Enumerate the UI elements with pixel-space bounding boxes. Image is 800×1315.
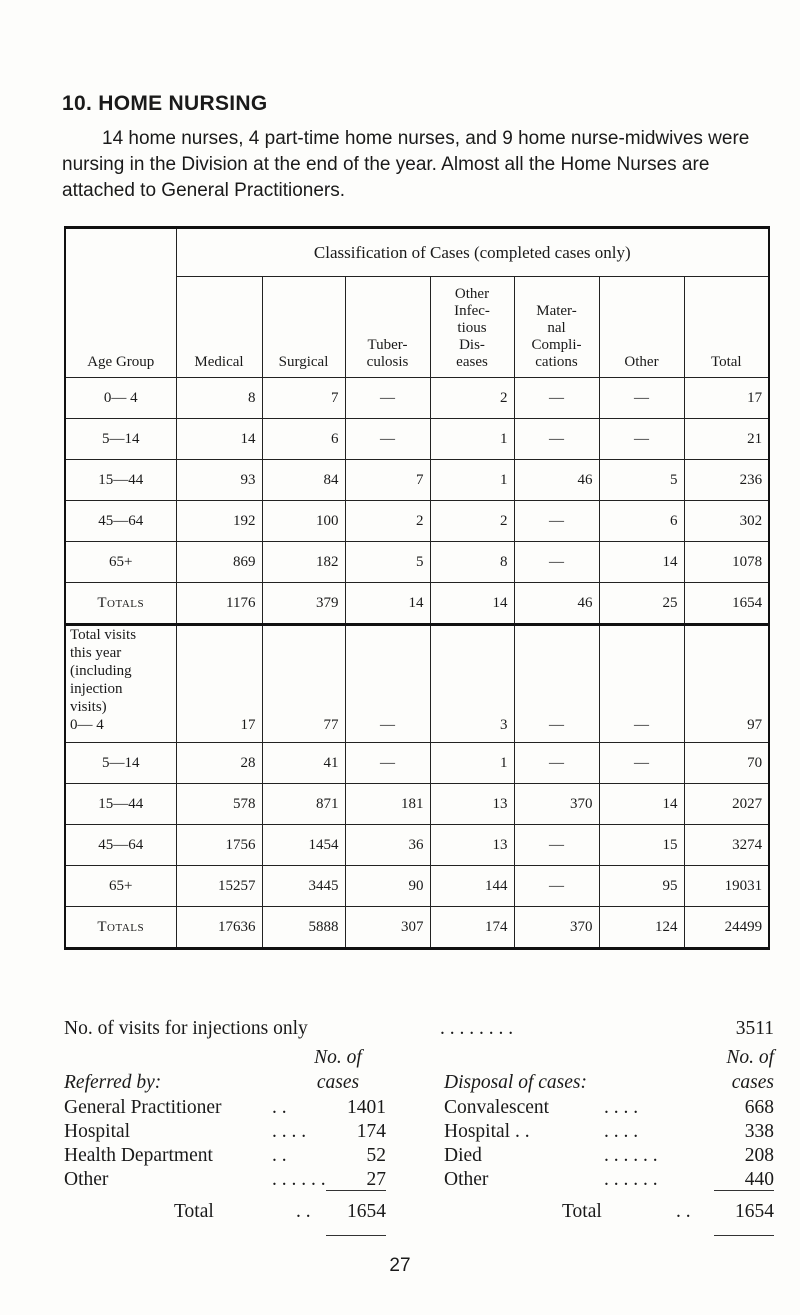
section-heading: 10. HOME NURSING	[62, 92, 268, 115]
column-header-other-infectious-diseases: Other Infec- tious Dis- eases	[430, 277, 514, 378]
table-cell: 1176	[176, 583, 262, 625]
table-cell: 97	[684, 625, 769, 743]
disposal-item-dots: . . . . . .	[604, 1145, 658, 1166]
disposal-item-dots: . . . .	[604, 1097, 639, 1118]
disposal-rule-top	[714, 1190, 774, 1191]
table-cell: 5	[345, 542, 430, 583]
table-cell: 8	[176, 378, 262, 419]
row-label: 45—64	[65, 501, 176, 542]
injections-value: 3511	[735, 1018, 774, 1039]
row-label: 5—14	[65, 419, 176, 460]
home-nursing-table	[64, 226, 770, 950]
row-label: 45—64	[65, 825, 176, 866]
table-cell: 17	[176, 625, 262, 743]
table-cell: 14	[599, 784, 684, 825]
table-cell: 370	[514, 784, 599, 825]
table-cell: 1	[430, 419, 514, 460]
row-label: Totals	[65, 907, 176, 949]
table-cell: 95	[599, 866, 684, 907]
table-cell: —	[345, 419, 430, 460]
table-cell: 379	[262, 583, 345, 625]
table-row	[65, 784, 769, 825]
table-cell: —	[345, 625, 430, 743]
disposal-item-label: Died	[444, 1145, 482, 1166]
table-row	[65, 625, 769, 743]
table-cell: 2027	[684, 784, 769, 825]
disposal-rule-bottom	[714, 1235, 774, 1236]
table-cell: 17636	[176, 907, 262, 949]
referred-item-value: 52	[366, 1145, 386, 1166]
referred-item-dots: . . . .	[272, 1121, 307, 1142]
table-cell: 3445	[262, 866, 345, 907]
referred-total-label: Total	[174, 1201, 214, 1222]
table-cell: 21	[684, 419, 769, 460]
table-row	[65, 907, 769, 949]
referred-item-value: 174	[356, 1121, 386, 1142]
referred-total-dots: . .	[296, 1201, 311, 1222]
table-cell: 182	[262, 542, 345, 583]
table-row	[65, 866, 769, 907]
table-cell: 90	[345, 866, 430, 907]
row-label: 65+	[65, 866, 176, 907]
referred-item-value: 1401	[347, 1097, 386, 1118]
table-cell: 3274	[684, 825, 769, 866]
column-header-medical: Medical	[176, 277, 262, 378]
column-header-maternal-complications: Mater- nal Compli- cations	[514, 277, 599, 378]
disposal-total-value: 1654	[735, 1201, 774, 1222]
table-cell: 2	[430, 378, 514, 419]
table-cell: —	[345, 378, 430, 419]
disposal-item-label: Convalescent	[444, 1097, 550, 1118]
table-cell: —	[599, 625, 684, 743]
referred-item-dots: . . . . . .	[272, 1169, 326, 1190]
column-header-total: Total	[684, 277, 769, 378]
referred-item-label: Hospital	[64, 1121, 131, 1142]
referred-item-dots: . .	[272, 1097, 287, 1118]
page-number: 27	[389, 1255, 411, 1276]
group-header-row	[65, 228, 769, 277]
referred-total-value: 1654	[347, 1201, 386, 1222]
referred-col-head-1: No. of	[314, 1047, 362, 1068]
row-label: 0— 4	[70, 717, 104, 733]
table-row	[65, 542, 769, 583]
table-cell: 5888	[262, 907, 345, 949]
table-cell: 17	[684, 378, 769, 419]
row-label: 15—44	[65, 784, 176, 825]
table-cell: 3	[430, 625, 514, 743]
table-cell: 14	[345, 583, 430, 625]
disposal-total-dots: . .	[676, 1201, 691, 1222]
intro-text: 14 home nurses, 4 part-time home nurses, and 9 home nurse-midwives were nursing in the Division at the end of the year. Almost all the Home Nurses are attached to General Practitioners.	[62, 128, 750, 201]
table-cell: 15	[599, 825, 684, 866]
referred-item-value: 27	[366, 1169, 386, 1190]
row-label: Totals	[65, 583, 176, 625]
table-cell: 181	[345, 784, 430, 825]
table-cell: —	[514, 501, 599, 542]
table-cell: 5	[599, 460, 684, 501]
column-header-other: Other	[599, 277, 684, 378]
row-label: 15—44	[65, 460, 176, 501]
table-cell: —	[599, 743, 684, 784]
table-cell: 236	[684, 460, 769, 501]
table-cell: 2	[430, 501, 514, 542]
table-cell: 144	[430, 866, 514, 907]
table-cell: 14	[430, 583, 514, 625]
intro-paragraph	[62, 126, 782, 204]
table-cell: 13	[430, 784, 514, 825]
row-label	[65, 625, 176, 743]
disposal-item-label: Hospital . .	[444, 1121, 530, 1142]
table-cell: 1454	[262, 825, 345, 866]
table-cell: 6	[262, 419, 345, 460]
disposal-item-label: Other	[444, 1169, 489, 1190]
table-cell: 7	[262, 378, 345, 419]
table-cell: 6	[599, 501, 684, 542]
visits-section-label: Total visits this year (including injection visits)	[70, 627, 137, 715]
injections-dots: . . . . . . . .	[440, 1018, 514, 1039]
table-cell: —	[514, 625, 599, 743]
disposal-item-value: 440	[744, 1169, 774, 1190]
referred-rule-bottom	[326, 1235, 386, 1236]
table-cell: 46	[514, 583, 599, 625]
injections-label: No. of visits for injections only	[64, 1018, 308, 1039]
table-cell: 93	[176, 460, 262, 501]
table-cell: —	[514, 866, 599, 907]
table-cell: —	[514, 542, 599, 583]
row-label: 5—14	[65, 743, 176, 784]
table-cell: 70	[684, 743, 769, 784]
table-cell: 370	[514, 907, 599, 949]
table-cell: 100	[262, 501, 345, 542]
table-cell: 124	[599, 907, 684, 949]
table-cell: 41	[262, 743, 345, 784]
table-cell: 14	[176, 419, 262, 460]
table-cell: 192	[176, 501, 262, 542]
table-cell: 307	[345, 907, 430, 949]
cases-body	[65, 378, 769, 625]
table-cell: 14	[599, 542, 684, 583]
table-cell: 1	[430, 460, 514, 501]
table-cell: 77	[262, 625, 345, 743]
table-row	[65, 460, 769, 501]
table-cell: 871	[262, 784, 345, 825]
table-row	[65, 419, 769, 460]
table-row	[65, 378, 769, 419]
table-cell: 25	[599, 583, 684, 625]
header-blank	[65, 228, 176, 277]
column-header-tuberculosis: Tuber- culosis	[345, 277, 430, 378]
table-cell: 1078	[684, 542, 769, 583]
row-label: 65+	[65, 542, 176, 583]
table-row	[65, 501, 769, 542]
table-cell: —	[599, 419, 684, 460]
table-cell: 302	[684, 501, 769, 542]
visits-body	[65, 625, 769, 949]
table-cell: 84	[262, 460, 345, 501]
table-row	[65, 743, 769, 784]
referred-rule-top	[326, 1190, 386, 1191]
disposal-item-dots: . . . .	[604, 1121, 639, 1142]
table-cell: 869	[176, 542, 262, 583]
table-cell: 28	[176, 743, 262, 784]
table-cell: 1654	[684, 583, 769, 625]
table-cell: 8	[430, 542, 514, 583]
referred-item-label: General Practitioner	[64, 1097, 222, 1118]
table-cell: —	[345, 743, 430, 784]
disposal-item-value: 668	[744, 1097, 774, 1118]
disposal-total-label: Total	[562, 1201, 602, 1222]
table-cell: 1	[430, 743, 514, 784]
table-cell: —	[514, 378, 599, 419]
row-label: 0— 4	[65, 378, 176, 419]
table-cell: 13	[430, 825, 514, 866]
group-header: Classification of Cases (completed cases only)	[176, 228, 769, 277]
referred-item-label: Other	[64, 1169, 109, 1190]
table-cell: —	[514, 743, 599, 784]
disposal-col-head-1: No. of	[726, 1047, 774, 1068]
table-cell: —	[514, 419, 599, 460]
table-row	[65, 583, 769, 625]
referred-col-head-2: cases	[316, 1072, 360, 1093]
disposal-item-value: 338	[744, 1121, 774, 1142]
table-cell: 2	[345, 501, 430, 542]
table-cell: 174	[430, 907, 514, 949]
disposal-item-dots: . . . . . .	[604, 1169, 658, 1190]
disposal-title: Disposal of cases:	[444, 1072, 587, 1093]
column-header-age-group: Age Group	[65, 277, 176, 378]
referred-item-label: Health Department	[64, 1145, 213, 1166]
table-cell: 7	[345, 460, 430, 501]
table-cell: 46	[514, 460, 599, 501]
table-cell: 19031	[684, 866, 769, 907]
referred-item-dots: . .	[272, 1145, 287, 1166]
table-cell: 36	[345, 825, 430, 866]
referred-title: Referred by:	[64, 1072, 162, 1093]
column-header-surgical: Surgical	[262, 277, 345, 378]
table-cell: —	[599, 378, 684, 419]
table-cell: 24499	[684, 907, 769, 949]
disposal-item-value: 208	[744, 1145, 774, 1166]
table-cell: 15257	[176, 866, 262, 907]
table-row	[65, 825, 769, 866]
disposal-col-head-2: cases	[731, 1072, 774, 1093]
table-cell: —	[514, 825, 599, 866]
table-cell: 578	[176, 784, 262, 825]
column-header-row	[65, 277, 769, 378]
table-cell: 1756	[176, 825, 262, 866]
